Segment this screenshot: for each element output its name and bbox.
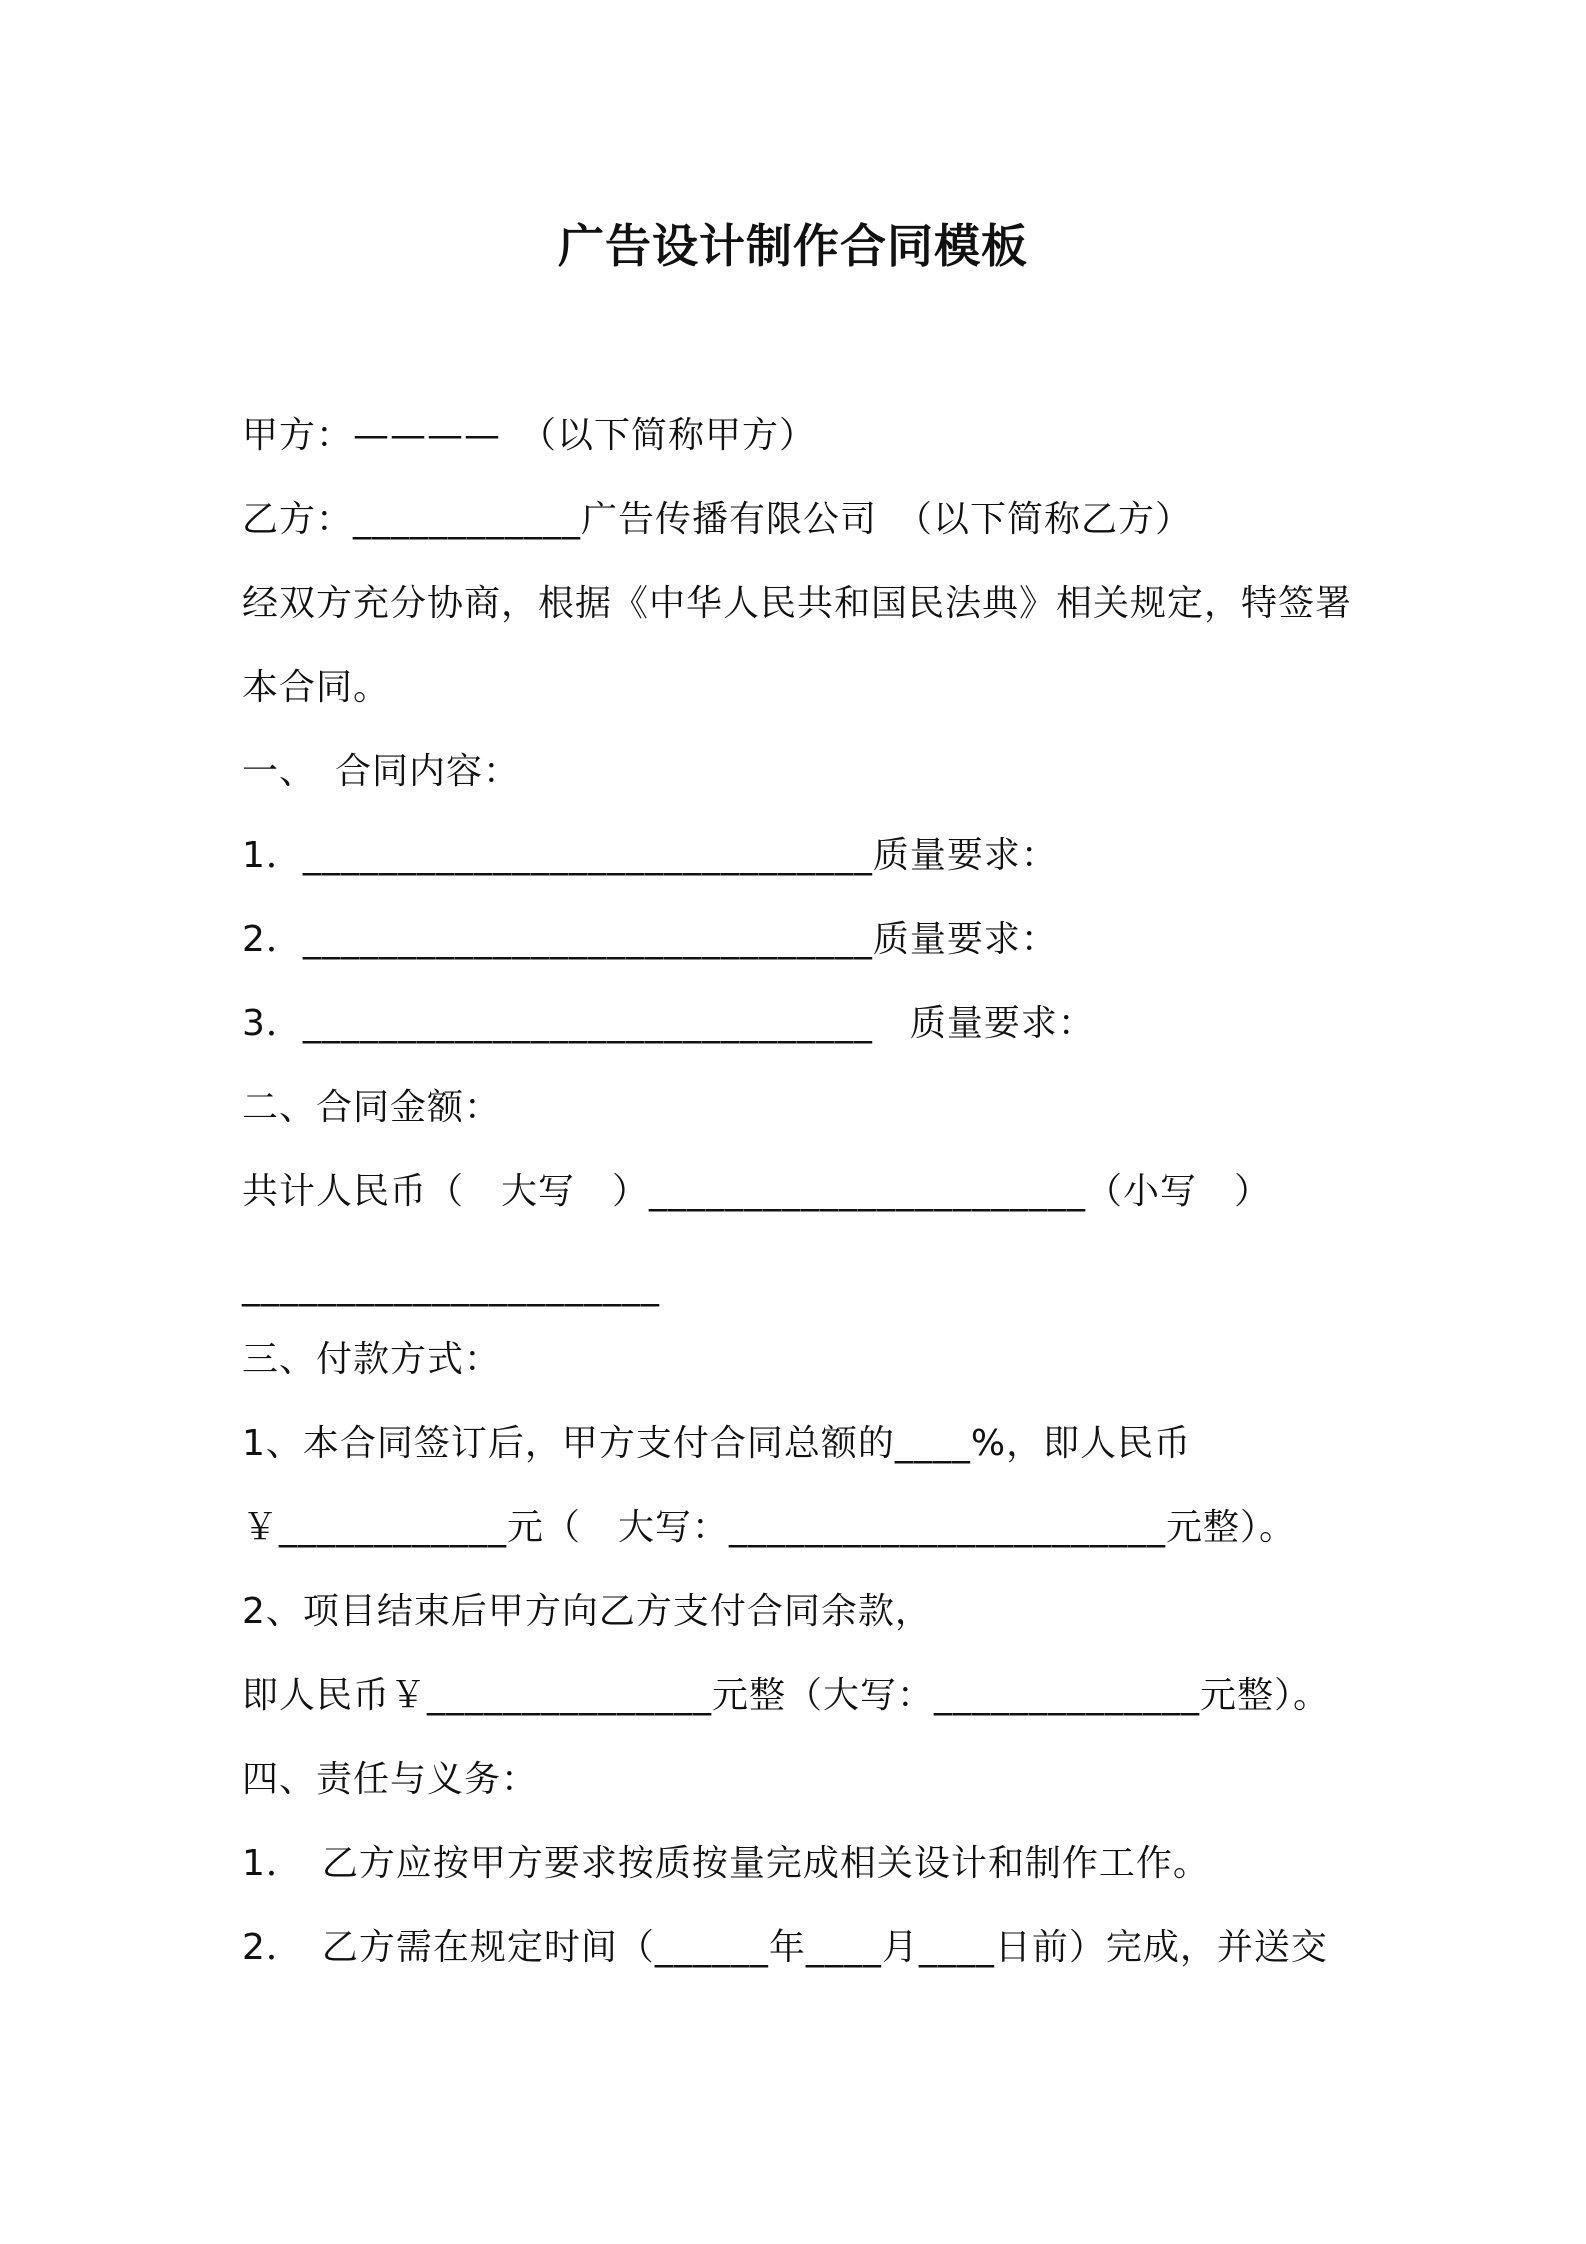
section-3-heading: 三、付款方式： <box>242 1339 502 1380</box>
intro-line-2: 本合同。 <box>242 667 391 708</box>
party-b-line: 乙方：____________广告传播有限公司 （以下简称乙方） <box>242 499 1193 540</box>
section-4-heading: 四、责任与义务： <box>242 1759 539 1800</box>
contract-item-2: 2．______________________________质量要求： <box>242 919 1058 960</box>
payment-item-2a: 2、项目结束后甲方向乙方支付合同余款， <box>242 1591 932 1632</box>
duty-item-2: 2． 乙方需在规定时间（______年____月____日前）完成，并送交 <box>242 1927 1328 1968</box>
amount-blank: ______________________ <box>242 1266 660 1307</box>
payment-item-1a: 1、本合同签订后，甲方支付合同总额的____%，即人民币 <box>242 1423 1192 1464</box>
document-title: 广告设计制作合同模板 <box>558 219 1028 273</box>
section-1-heading: 一、 合同内容： <box>242 751 521 792</box>
contract-item-3: 3．______________________________ 质量要求： <box>242 1003 1095 1044</box>
section-2-heading: 二、合同金额： <box>242 1087 502 1128</box>
party-a-line: 甲方：———— （以下简称甲方） <box>242 415 817 456</box>
intro-line-1: 经双方充分协商，根据《中华人民共和国民法典》相关规定，特签署 <box>242 583 1353 624</box>
amount-line: 共计人民币（ 大写 ）_______________________（小写 ） <box>242 1171 1272 1212</box>
duty-item-1: 1． 乙方应按甲方要求按质按量完成相关设计和制作工作。 <box>242 1843 1210 1884</box>
payment-item-1b: ￥____________元（ 大写：_______________________元整）。 <box>242 1507 1297 1548</box>
payment-item-2b: 即人民币￥_______________元整（大写：______________元整）。 <box>242 1675 1331 1716</box>
contract-item-1: 1．______________________________质量要求： <box>242 835 1058 876</box>
